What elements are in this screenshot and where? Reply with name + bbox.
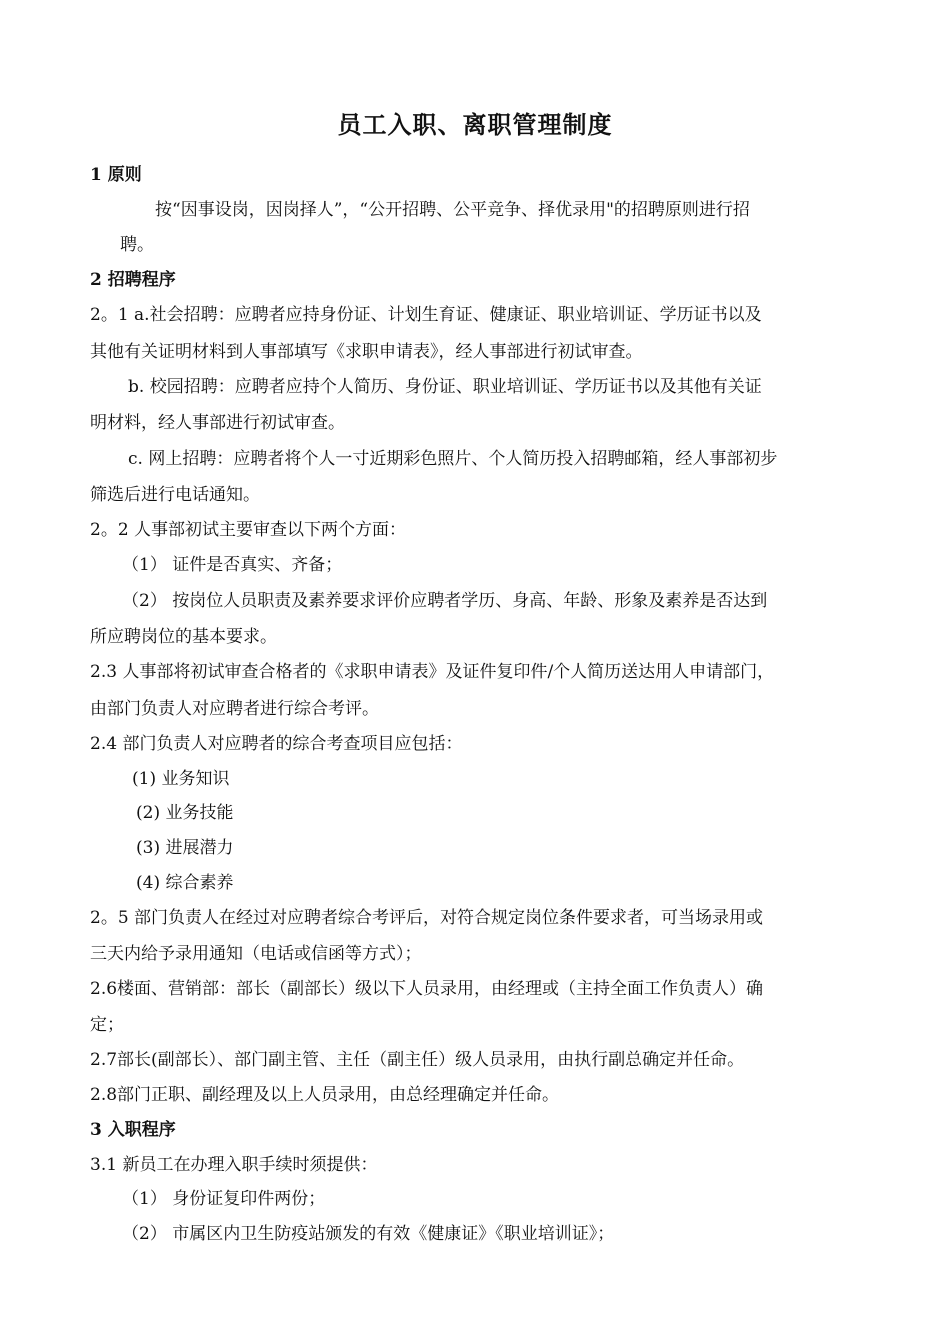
- paragraph-line: 明材料，经人事部进行初试审查。: [90, 413, 345, 433]
- paragraph-line: 由部门负责人对应聘者进行综合考评。: [90, 699, 379, 719]
- paragraph-line: 2。1 a.社会招聘：应聘者应持身份证、计划生育证、健康证、职业培训证、学历证书以及: [90, 305, 762, 325]
- paragraph-line: 2。2 人事部初试主要审查以下两个方面：: [90, 520, 407, 540]
- section-heading-3: 3 入职程序: [90, 1120, 176, 1140]
- paragraph-line: 其他有关证明材料到人事部填写《求职申请表》，经人事部进行初试审查。: [90, 342, 643, 362]
- section-heading-2: 2 招聘程序: [90, 270, 176, 290]
- list-item: （2） 按岗位人员职责及素养要求评价应聘者学历、身高、年龄、形象及素养是否达到: [122, 591, 768, 611]
- paragraph-line: 2.3 人事部将初试审查合格者的《求职申请表》及证件复印件/个人简历送达用人申请部门，: [90, 662, 775, 682]
- paragraph-line: 2。5 部门负责人在经过对应聘者综合考评后，对符合规定岗位条件要求者，可当场录用或: [90, 908, 764, 928]
- paragraph-line: 聘。: [120, 235, 154, 255]
- list-item: （1） 证件是否真实、齐备；: [122, 555, 343, 575]
- list-item: (3) 进展潜力: [136, 838, 234, 858]
- paragraph-line: 2.7部长(副部长）、部门副主管、主任（副主任）级人员录用，由执行副总确定并任命。: [90, 1050, 745, 1070]
- paragraph-line: 按“因事设岗，因岗择人”，“公开招聘、公平竞争、择优录用"的招聘原则进行招: [155, 200, 750, 220]
- paragraph-line: 定；: [90, 1015, 124, 1035]
- list-item: (4) 综合素养: [136, 873, 234, 893]
- list-item: (2) 业务技能: [136, 803, 234, 823]
- list-item: （2） 市属区内卫生防疫站颁发的有效《健康证》《职业培训证》；: [122, 1224, 615, 1244]
- paragraph-line: c. 网上招聘：应聘者将个人一寸近期彩色照片、个人简历投入招聘邮箱，经人事部初步: [128, 449, 778, 469]
- paragraph-line: 筛选后进行电话通知。: [90, 485, 260, 505]
- paragraph-line: 2.6楼面、营销部：部长（副部长）级以下人员录用，由经理或（主持全面工作负责人）确: [90, 979, 764, 999]
- list-item: （1） 身份证复印件两份；: [122, 1189, 326, 1209]
- list-item: (1) 业务知识: [132, 769, 230, 789]
- paragraph-line: 所应聘岗位的基本要求。: [90, 627, 277, 647]
- paragraph-line: 三天内给予录用通知（电话或信函等方式）；: [90, 944, 422, 964]
- document-title: 员工入职、离职管理制度: [337, 110, 613, 139]
- paragraph-line: 2.8部门正职、副经理及以上人员录用，由总经理确定并任命。: [90, 1085, 560, 1105]
- paragraph-line: b. 校园招聘：应聘者应持个人简历、身份证、职业培训证、学历证书以及其他有关证: [128, 377, 762, 397]
- paragraph-line: 2.4 部门负责人对应聘者的综合考查项目应包括：: [90, 734, 463, 754]
- section-heading-1: 1 原则: [90, 165, 142, 185]
- paragraph-line: 3.1 新员工在办理入职手续时须提供：: [90, 1155, 378, 1175]
